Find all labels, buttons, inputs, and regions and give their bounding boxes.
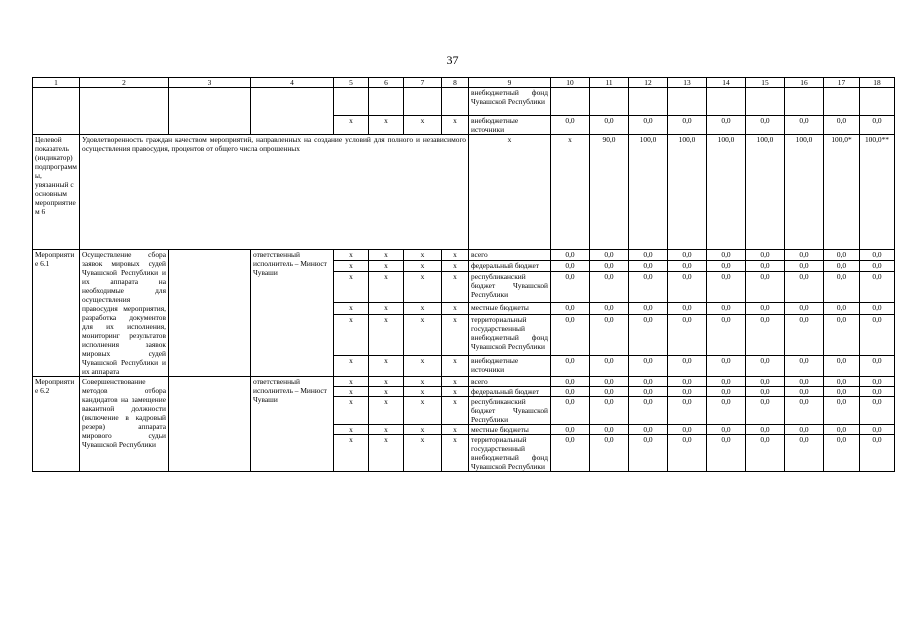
value-cell: 0,0 bbox=[629, 387, 668, 397]
column-number: 2 bbox=[80, 78, 169, 88]
value-cell: 0,0 bbox=[746, 250, 785, 261]
value-cell: 0,0 bbox=[668, 387, 707, 397]
cell-empty bbox=[251, 88, 334, 135]
value-cell: 0,0 bbox=[746, 435, 785, 472]
column-number: 7 bbox=[404, 78, 442, 88]
value-cell: 0,0 bbox=[629, 116, 668, 135]
x-mark: x bbox=[334, 355, 369, 376]
cell-empty bbox=[707, 88, 746, 116]
x-mark: x bbox=[369, 387, 404, 397]
table-row bbox=[33, 377, 895, 387]
value-cell: 0,0 bbox=[824, 377, 860, 387]
x-mark: x bbox=[369, 250, 404, 261]
target-value: 100,0 bbox=[668, 135, 707, 250]
x-mark: x bbox=[404, 314, 442, 355]
value-cell: 0,0 bbox=[785, 250, 824, 261]
x-mark: x bbox=[369, 272, 404, 303]
value-cell: 0,0 bbox=[860, 355, 895, 376]
x-mark: x bbox=[334, 116, 369, 135]
x-mark: x bbox=[404, 116, 442, 135]
value-cell: 0,0 bbox=[824, 303, 860, 314]
value-cell: 0,0 bbox=[785, 116, 824, 135]
value-cell: 0,0 bbox=[860, 314, 895, 355]
value-cell: 0,0 bbox=[824, 250, 860, 261]
target-col9: x bbox=[469, 135, 551, 250]
column-number: 12 bbox=[629, 78, 668, 88]
value-cell: 0,0 bbox=[629, 425, 668, 435]
target-value: 100,0 bbox=[746, 135, 785, 250]
x-mark: x bbox=[369, 355, 404, 376]
value-cell: 0,0 bbox=[668, 303, 707, 314]
value-cell: 0,0 bbox=[785, 314, 824, 355]
x-mark: x bbox=[404, 272, 442, 303]
value-cell: 0,0 bbox=[785, 303, 824, 314]
value-cell: 0,0 bbox=[824, 272, 860, 303]
measure-id: Мероприятие 6.1 bbox=[33, 250, 80, 377]
x-mark: x bbox=[334, 272, 369, 303]
value-cell: 0,0 bbox=[551, 355, 590, 376]
x-mark: x bbox=[442, 387, 469, 397]
value-cell: 0,0 bbox=[551, 397, 590, 425]
cell-empty bbox=[860, 88, 895, 116]
funding-source: республиканский бюджет Чувашской Республики bbox=[469, 397, 551, 425]
funding-source: федеральный бюджет bbox=[469, 387, 551, 397]
x-mark: x bbox=[404, 425, 442, 435]
table-row bbox=[33, 250, 895, 261]
value-cell: 0,0 bbox=[860, 387, 895, 397]
target-row bbox=[33, 135, 895, 250]
funding-source: всего bbox=[469, 250, 551, 261]
column-number: 3 bbox=[169, 78, 251, 88]
value-cell: 0,0 bbox=[590, 435, 629, 472]
page-number: 37 bbox=[446, 53, 459, 67]
measure-executor: ответственный исполнитель – Минюст Чуваши bbox=[251, 377, 334, 472]
funding-source: федеральный бюджет bbox=[469, 261, 551, 272]
x-mark: x bbox=[442, 303, 469, 314]
target-col10: x bbox=[551, 135, 590, 250]
value-cell: 0,0 bbox=[746, 377, 785, 387]
value-cell: 0,0 bbox=[785, 397, 824, 425]
x-mark: x bbox=[369, 314, 404, 355]
x-mark: x bbox=[334, 261, 369, 272]
value-cell: 0,0 bbox=[860, 425, 895, 435]
target-value: 100,0** bbox=[860, 135, 895, 250]
value-cell: 0,0 bbox=[668, 272, 707, 303]
value-cell: 0,0 bbox=[707, 397, 746, 425]
program-table bbox=[32, 77, 895, 472]
x-mark: x bbox=[334, 425, 369, 435]
funding-source: республиканский бюджет Чувашской Республики bbox=[469, 272, 551, 303]
value-cell: 0,0 bbox=[668, 435, 707, 472]
target-value: 100,0* bbox=[824, 135, 860, 250]
value-cell: 0,0 bbox=[746, 116, 785, 135]
column-number: 6 bbox=[369, 78, 404, 88]
x-mark: x bbox=[442, 116, 469, 135]
value-cell: 0,0 bbox=[860, 250, 895, 261]
x-mark: x bbox=[369, 116, 404, 135]
value-cell: 0,0 bbox=[590, 425, 629, 435]
cell-empty bbox=[334, 88, 369, 116]
x-mark: x bbox=[442, 314, 469, 355]
value-cell: 0,0 bbox=[785, 387, 824, 397]
measure-executor: ответственный исполнитель – Минюст Чуваши bbox=[251, 250, 334, 377]
value-cell: 0,0 bbox=[860, 116, 895, 135]
x-mark: x bbox=[442, 377, 469, 387]
value-cell: 0,0 bbox=[707, 261, 746, 272]
value-cell: 0,0 bbox=[860, 261, 895, 272]
value-cell: 0,0 bbox=[629, 250, 668, 261]
value-cell: 0,0 bbox=[746, 303, 785, 314]
cell-empty bbox=[80, 88, 169, 135]
value-cell: 0,0 bbox=[785, 435, 824, 472]
value-cell: 0,0 bbox=[668, 116, 707, 135]
value-cell: 0,0 bbox=[551, 377, 590, 387]
value-cell: 0,0 bbox=[668, 261, 707, 272]
measure-name: Осуществление сбора заявок мировых судей Чувашской Республики и их аппарата на необходимые для осуществления правосудия мероприятия, разработка документов для их исполнения, мониторинг результатов исполнения заявок мировых судей Чувашской Республики и их аппарата bbox=[80, 250, 169, 377]
x-mark: x bbox=[369, 425, 404, 435]
x-mark: x bbox=[442, 355, 469, 376]
x-mark: x bbox=[334, 435, 369, 472]
value-cell: 0,0 bbox=[590, 355, 629, 376]
column-number: 5 bbox=[334, 78, 369, 88]
value-cell: 0,0 bbox=[707, 250, 746, 261]
column-number: 18 bbox=[860, 78, 895, 88]
funding-source: внебюджетные источники bbox=[469, 355, 551, 376]
cell-empty bbox=[369, 88, 404, 116]
value-cell: 0,0 bbox=[590, 387, 629, 397]
value-cell: 0,0 bbox=[668, 314, 707, 355]
value-cell: 0,0 bbox=[824, 387, 860, 397]
cell-empty bbox=[668, 88, 707, 116]
target-value: 90,0 bbox=[590, 135, 629, 250]
value-cell: 0,0 bbox=[551, 303, 590, 314]
x-mark: x bbox=[404, 250, 442, 261]
x-mark: x bbox=[404, 261, 442, 272]
value-cell: 0,0 bbox=[785, 355, 824, 376]
value-cell: 0,0 bbox=[707, 116, 746, 135]
cell-empty bbox=[785, 88, 824, 116]
cell-empty bbox=[551, 88, 590, 116]
x-mark: x bbox=[369, 377, 404, 387]
x-mark: x bbox=[334, 377, 369, 387]
funding-source: всего bbox=[469, 377, 551, 387]
column-number: 14 bbox=[707, 78, 746, 88]
value-cell: 0,0 bbox=[746, 387, 785, 397]
value-cell: 0,0 bbox=[590, 303, 629, 314]
value-cell: 0,0 bbox=[668, 250, 707, 261]
value-cell: 0,0 bbox=[551, 425, 590, 435]
column-number: 16 bbox=[785, 78, 824, 88]
value-cell: 0,0 bbox=[860, 303, 895, 314]
value-cell: 0,0 bbox=[860, 397, 895, 425]
value-cell: 0,0 bbox=[860, 272, 895, 303]
value-cell: 0,0 bbox=[590, 314, 629, 355]
x-mark: x bbox=[442, 250, 469, 261]
value-cell: 0,0 bbox=[707, 387, 746, 397]
x-mark: x bbox=[404, 435, 442, 472]
value-cell: 0,0 bbox=[668, 377, 707, 387]
x-mark: x bbox=[369, 435, 404, 472]
value-cell: 0,0 bbox=[551, 314, 590, 355]
x-mark: x bbox=[334, 303, 369, 314]
table-row bbox=[33, 88, 895, 116]
x-mark: x bbox=[369, 397, 404, 425]
value-cell: 0,0 bbox=[860, 435, 895, 472]
x-mark: x bbox=[442, 261, 469, 272]
value-cell: 0,0 bbox=[785, 272, 824, 303]
value-cell: 0,0 bbox=[860, 377, 895, 387]
value-cell: 0,0 bbox=[824, 261, 860, 272]
value-cell: 0,0 bbox=[707, 435, 746, 472]
value-cell: 0,0 bbox=[629, 314, 668, 355]
target-value: 100,0 bbox=[785, 135, 824, 250]
funding-source: внебюджетные источники bbox=[469, 116, 551, 135]
target-value: 100,0 bbox=[707, 135, 746, 250]
cell-empty bbox=[746, 88, 785, 116]
value-cell: 0,0 bbox=[590, 377, 629, 387]
x-mark: x bbox=[442, 425, 469, 435]
value-cell: 0,0 bbox=[629, 435, 668, 472]
value-cell: 0,0 bbox=[551, 435, 590, 472]
value-cell: 0,0 bbox=[785, 377, 824, 387]
funding-source: внебюджетный фонд Чувашской Республики bbox=[469, 88, 551, 116]
cell-empty bbox=[629, 88, 668, 116]
column-number: 13 bbox=[668, 78, 707, 88]
value-cell: 0,0 bbox=[668, 397, 707, 425]
value-cell: 0,0 bbox=[824, 425, 860, 435]
value-cell: 0,0 bbox=[824, 435, 860, 472]
value-cell: 0,0 bbox=[707, 377, 746, 387]
value-cell: 0,0 bbox=[707, 355, 746, 376]
funding-source: местные бюджеты bbox=[469, 425, 551, 435]
x-mark: x bbox=[404, 377, 442, 387]
target-value: 100,0 bbox=[629, 135, 668, 250]
value-cell: 0,0 bbox=[746, 272, 785, 303]
column-number-row bbox=[33, 78, 895, 88]
x-mark: x bbox=[404, 387, 442, 397]
column-number: 1 bbox=[33, 78, 80, 88]
value-cell: 0,0 bbox=[629, 397, 668, 425]
cell-empty bbox=[169, 377, 251, 472]
cell-empty bbox=[590, 88, 629, 116]
value-cell: 0,0 bbox=[824, 116, 860, 135]
x-mark: x bbox=[442, 397, 469, 425]
column-number: 11 bbox=[590, 78, 629, 88]
value-cell: 0,0 bbox=[746, 355, 785, 376]
value-cell: 0,0 bbox=[590, 261, 629, 272]
cell-empty bbox=[442, 88, 469, 116]
x-mark: x bbox=[334, 387, 369, 397]
value-cell: 0,0 bbox=[707, 314, 746, 355]
funding-source: местные бюджеты bbox=[469, 303, 551, 314]
value-cell: 0,0 bbox=[551, 250, 590, 261]
column-number: 17 bbox=[824, 78, 860, 88]
value-cell: 0,0 bbox=[746, 261, 785, 272]
cell-empty bbox=[404, 88, 442, 116]
value-cell: 0,0 bbox=[551, 116, 590, 135]
x-mark: x bbox=[334, 314, 369, 355]
target-label: Целевой показатель (индикатор) подпрограммы, увязанный с основным мероприятием 6 bbox=[33, 135, 80, 250]
column-number: 9 bbox=[469, 78, 551, 88]
value-cell: 0,0 bbox=[746, 314, 785, 355]
measure-id: Мероприятие 6.2 bbox=[33, 377, 80, 472]
value-cell: 0,0 bbox=[629, 377, 668, 387]
x-mark: x bbox=[369, 303, 404, 314]
value-cell: 0,0 bbox=[629, 261, 668, 272]
value-cell: 0,0 bbox=[551, 272, 590, 303]
value-cell: 0,0 bbox=[629, 303, 668, 314]
value-cell: 0,0 bbox=[551, 387, 590, 397]
x-mark: x bbox=[404, 303, 442, 314]
x-mark: x bbox=[442, 272, 469, 303]
value-cell: 0,0 bbox=[668, 425, 707, 435]
value-cell: 0,0 bbox=[785, 261, 824, 272]
value-cell: 0,0 bbox=[668, 355, 707, 376]
x-mark: x bbox=[404, 397, 442, 425]
value-cell: 0,0 bbox=[824, 314, 860, 355]
funding-source: территориальный государственный внебюджетный фонд Чувашской Республики bbox=[469, 314, 551, 355]
x-mark: x bbox=[334, 250, 369, 261]
cell-empty bbox=[33, 88, 80, 135]
value-cell: 0,0 bbox=[590, 272, 629, 303]
value-cell: 0,0 bbox=[824, 397, 860, 425]
cell-empty bbox=[169, 88, 251, 135]
value-cell: 0,0 bbox=[746, 397, 785, 425]
value-cell: 0,0 bbox=[629, 355, 668, 376]
value-cell: 0,0 bbox=[707, 425, 746, 435]
column-number: 15 bbox=[746, 78, 785, 88]
x-mark: x bbox=[369, 261, 404, 272]
value-cell: 0,0 bbox=[590, 250, 629, 261]
column-number: 10 bbox=[551, 78, 590, 88]
value-cell: 0,0 bbox=[707, 272, 746, 303]
value-cell: 0,0 bbox=[707, 303, 746, 314]
value-cell: 0,0 bbox=[824, 355, 860, 376]
x-mark: x bbox=[334, 397, 369, 425]
value-cell: 0,0 bbox=[590, 397, 629, 425]
cell-empty bbox=[169, 250, 251, 377]
column-number: 4 bbox=[251, 78, 334, 88]
value-cell: 0,0 bbox=[785, 425, 824, 435]
x-mark: x bbox=[404, 355, 442, 376]
x-mark: x bbox=[442, 435, 469, 472]
value-cell: 0,0 bbox=[629, 272, 668, 303]
target-description: Удовлетворенность граждан качеством мероприятий, направленных на создание условий для полного и независимого осуществления правосудия, процентов от общего числа опрошенных bbox=[80, 135, 469, 250]
value-cell: 0,0 bbox=[746, 425, 785, 435]
value-cell: 0,0 bbox=[590, 116, 629, 135]
measure-name: Совершенствование методов отбора кандидатов на замещение вакантной должности (включение в кадровый резерв) аппарата мирового судьи Чувашской Республики bbox=[80, 377, 169, 472]
funding-source: территориальный государственный внебюджетный фонд Чувашской Республики bbox=[469, 435, 551, 472]
cell-empty bbox=[824, 88, 860, 116]
column-number: 8 bbox=[442, 78, 469, 88]
value-cell: 0,0 bbox=[551, 261, 590, 272]
